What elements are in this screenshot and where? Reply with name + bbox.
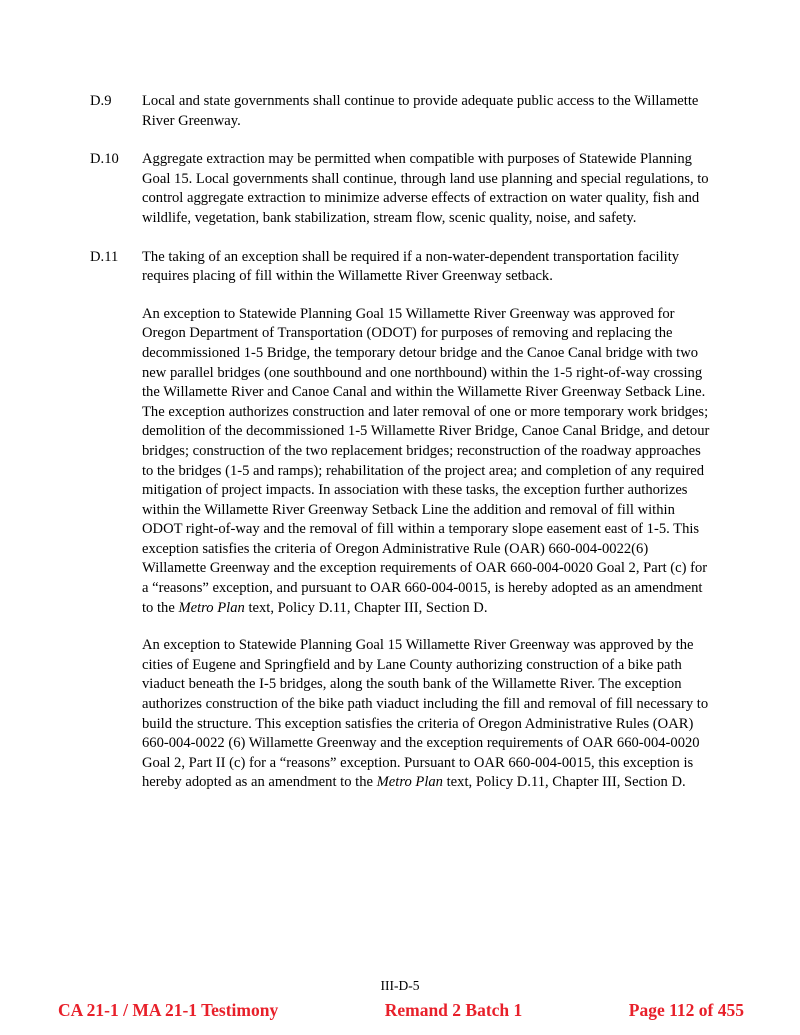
policy-paragraph: Local and state governments shall continue to provide adequate public access to the Willamette River Greenway. [142,93,699,129]
policy-d11 [90,248,710,793]
policy-d9 [90,92,710,131]
page-marker: III-D-5 [380,978,420,993]
page-footer [0,978,800,1035]
policy-paragraph: The taking of an exception shall be required if a non-water-dependent transportation facility requires placing of fill within the Willamette River Greenway setback. [142,248,680,285]
policy-text [142,150,710,228]
stamp-center: Remand 2 Batch 1 [384,1000,523,1020]
policy-number: D.9 [90,93,112,109]
footer-stamp [0,994,800,1035]
stamp-right: Page 112 of 455 [628,1000,744,1020]
policy-text [142,92,710,131]
policy-d10 [90,150,710,228]
policy-number: D.10 [90,151,119,168]
policy-paragraph: Aggregate extraction may be permitted when compatible with purposes of Statewide Planning Goal 15. Local governments shall continue, through land use planning and special regulations, to control aggregate extraction to minimize adverse effects of extraction on water quality, fish and wildlife, vegetation, bank stabilization, stream flow, scenic quality, noise, and safety. [142,151,709,226]
stamp-left: CA 21-1 / MA 21-1 Testimony [58,1000,279,1020]
policy-exception-odot: An exception to Statewide Planning Goal 15 Willamette River Greenway was approved for Oregon Department of Transportation (ODOT) for purposes of removing and replacing the decommissioned 1-5 Bridge, the temporary detour bridge and the Canoe Canal bridge with two new parallel bridges (one southbound and one northbound) within the 1-5 right-of-way crossing the Willamette River and Canoe Canal and within the Willamette River Greenway Setback Line. The exception authorizes construction and later removal of one or more temporary work bridges; demolition of the decommissioned 1-5 Willamette River Bridge, Canoe Canal Bridge, and detour bridges; construction of the two replacement bridges; reconstruction of the roadway approaches to the bridges (1-5 and ramps); rehabilitation of the project area; and completion of any required mitigation of project impacts. In association with these tasks, the exception further authorizes within the Willamette River Greenway Setback Line the addition and removal of fill within ODOT right-of-way and the removal of fill within a temporary slope easement east of 1-5. This exception satisfies the criteria of Oregon Administrative Rule (OAR) 660-004-0022(6) Willamette Greenway and the exception requirements of OAR 660-004-0020 Goal 2, Part (c) for a “reasons” exception, and pursuant to OAR 660-004-0015, is hereby adopted as an amendment to the Metro Plan text, Policy D.11, Chapter III, Section D. [142,305,710,616]
policy-exception-bikepath: An exception to Statewide Planning Goal 15 Willamette River Greenway was approved by the cities of Eugene and Springfield and by Lane County authorizing construction of a bike path viaduct beneath the I-5 bridges, along the south bank of the Willamette River. The exception authorizes construction of the bike path viaduct including the fill and removal of fill necessary to build the structure. This exception satisfies the criteria of Oregon Administrative Rules (OAR) 660-004-0022 (6) Willamette Greenway and the exception requirements of OAR 660-004-0020 Goal 2, Part II (c) for a “reasons” exception. Pursuant to OAR 660-004-0015, this exception is hereby adopted as an amendment to the Metro Plan text, Policy D.11, Chapter III, Section D. [142,637,709,791]
policy-text [142,248,710,793]
policy-number: D.11 [90,248,119,265]
